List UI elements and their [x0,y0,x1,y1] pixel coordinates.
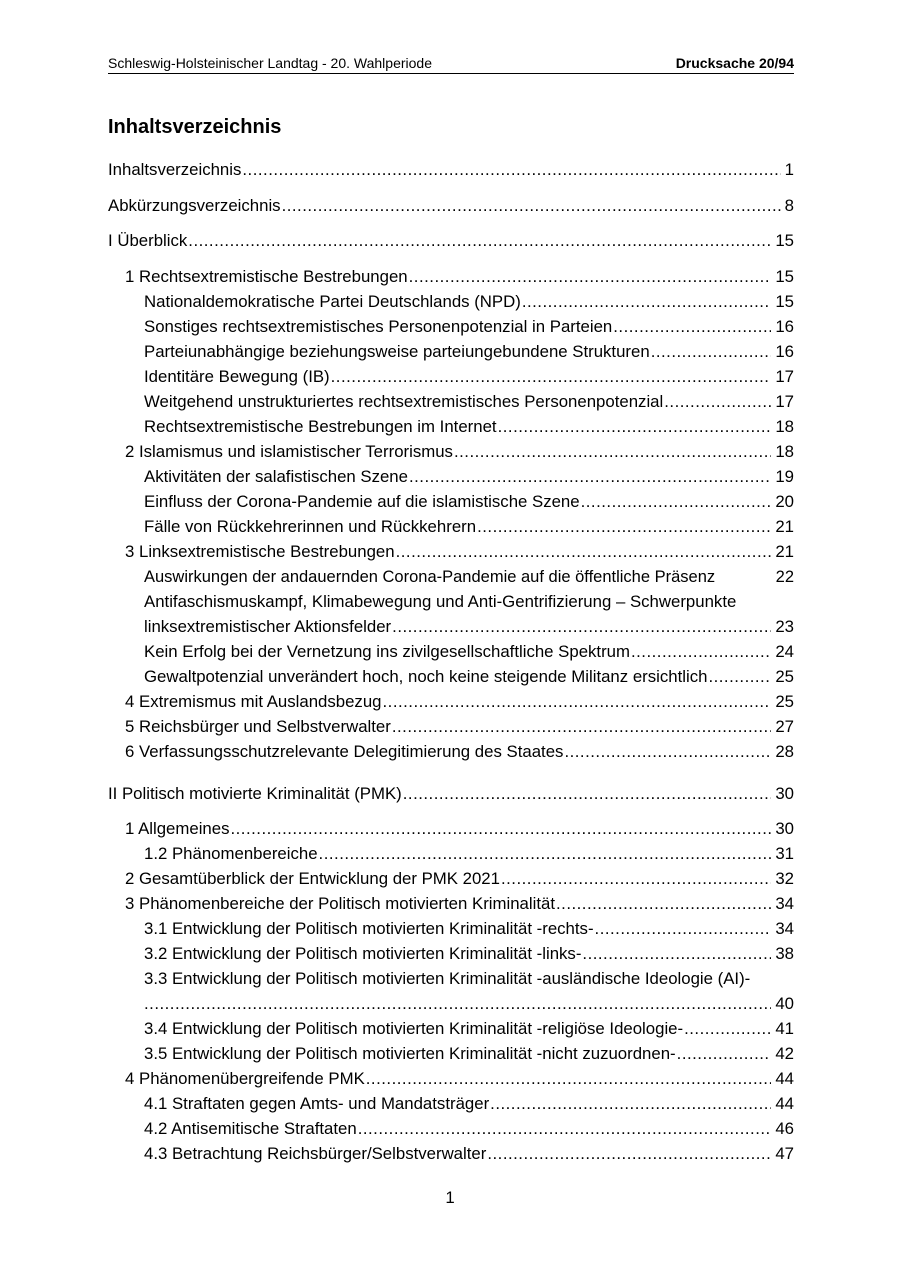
toc-entry[interactable] [144,1143,794,1165]
toc-entry[interactable] [144,391,794,413]
toc-entry-title: Antifaschismuskampf, Klimabewegung und Anti-Gentrifizierung – Schwerpunkte [144,592,737,611]
toc-entry-title: Sonstiges rechtsextremistisches Personenpotenzial in Parteien [144,317,613,336]
header-document-number: Drucksache 20/94 [675,55,794,71]
toc-entry-title: Auswirkungen der andauernden Corona-Pandemie auf die öffentliche Präsenz [144,568,716,586]
toc-entry-page: 20 [775,492,794,511]
toc-entry-title: 3.4 Entwicklung der Politisch motivierten Kriminalität -religiöse Ideologie- [144,1019,684,1038]
toc-entry[interactable] [144,1118,794,1140]
page-header [108,54,794,74]
toc-entry-page: 8 [784,196,794,215]
toc-entry-page: 44 [775,1094,794,1113]
toc-entry-title: 3 Linksextremistische Bestrebungen [125,542,395,561]
toc-entry-title: Fälle von Rückkehrerinnen und Rückkehrern [144,517,477,536]
toc-heading: Inhaltsverzeichnis [108,116,282,138]
toc-leader [396,541,772,563]
toc-entry-title: Kein Erfolg bei der Vernetzung ins zivilgesellschaftliche Spektrum [144,642,630,661]
toc-leader [581,491,772,513]
toc-entry-title: 1.2 Phänomenbereiche [144,844,318,863]
toc-leader [498,416,772,438]
toc-entry-page: 19 [775,467,794,486]
toc-entry[interactable] [144,1043,794,1065]
toc-entry[interactable] [144,566,794,588]
toc-leader [331,366,772,388]
toc-entry-title: Inhaltsverzeichnis [108,160,242,179]
toc-entry[interactable] [144,666,794,688]
toc-entry-page: 27 [775,717,794,736]
toc-leader [477,516,771,538]
toc-entry-page: 32 [775,869,794,888]
toc-entry[interactable] [125,741,794,763]
toc-entry-page: 34 [775,894,794,913]
toc-leader [188,230,771,252]
toc-entry-title: 6 Verfassungsschutzrelevante Delegitimierung des Staates [125,742,564,761]
toc-leader [358,1118,772,1140]
toc-leader [556,893,771,915]
toc-entry[interactable] [144,291,794,313]
toc-entry-title: Parteiunabhängige beziehungsweise parteiungebundene Strukturen [144,342,650,361]
toc-entry-title: II Politisch motivierte Kriminalität (PMK) [108,784,402,803]
toc-entry-title: 2 Gesamtüberblick der Entwicklung der PMK 2021 [125,869,500,888]
toc-entry-title-continued: linksextremistischer Aktionsfelder [144,617,392,636]
toc-entry[interactable] [144,1018,794,1040]
toc-entry[interactable] [125,893,794,915]
toc-leader [392,616,771,638]
toc-entry-title: 1 Allgemeines [125,819,230,838]
toc-leader [582,943,771,965]
toc-leader [522,291,772,313]
toc-entry-title: 4.1 Straftaten gegen Amts- und Mandatsträger [144,1094,490,1113]
toc-leader [403,783,772,805]
toc-entry[interactable] [144,316,794,338]
toc-entry-title: Weitgehend unstrukturiertes rechtsextremistisches Personenpotenzial [144,392,664,411]
toc-entry-title: 2 Islamismus und islamistischer Terrorismus [125,442,453,461]
toc-entry-title: 4 Extremismus mit Auslandsbezug [125,692,382,711]
toc-entry-title: 3.3 Entwicklung der Politisch motivierten Kriminalität -ausländische Ideologie (AI)- [144,969,751,988]
toc-entry[interactable] [144,968,794,1015]
toc-entry-title: Rechtsextremistische Bestrebungen im Internet [144,417,497,436]
toc-entry[interactable] [125,716,794,738]
toc-entry-title: Abkürzungsverzeichnis [108,196,281,215]
toc-entry-page: 25 [775,667,794,686]
toc-entry-page: 41 [775,1019,794,1038]
toc-entry[interactable] [144,641,794,663]
toc-leader [392,716,771,738]
toc-entry-page: 31 [775,844,794,863]
toc-entry-title: Nationaldemokratische Partei Deutschlands (NPD) [144,292,521,311]
toc-entry-title: 1 Rechtsextremistische Bestrebungen [125,267,408,286]
toc-entry[interactable] [144,491,794,513]
toc-entry-page: 30 [775,784,794,803]
toc-leader [684,1018,771,1040]
toc-entry-page: 18 [775,442,794,461]
toc-entry[interactable] [125,691,794,713]
toc-entry[interactable] [144,591,794,638]
toc-entry[interactable] [144,466,794,488]
toc-leader [490,1093,771,1115]
toc-leader [664,391,771,413]
toc-entry-page: 17 [775,367,794,386]
toc-leader [501,868,771,890]
toc-leader [319,843,772,865]
toc-entry-page: 17 [775,392,794,411]
toc-leader [487,1143,771,1165]
toc-entry-title: Aktivitäten der salafistischen Szene [144,467,408,486]
page-number: 1 [445,1188,455,1207]
toc-entry-page: 1 [784,160,794,179]
toc-entry-page: 28 [775,742,794,761]
toc-entry-page: 42 [775,1044,794,1063]
toc-entry[interactable] [144,341,794,363]
toc-entry-page: 16 [775,342,794,361]
toc-entry-page: 15 [775,231,794,250]
toc-leader [144,993,771,1015]
toc-entry-title: 3 Phänomenbereiche der Politisch motivierten Kriminalität [125,894,555,913]
toc-entry-title: I Überblick [108,231,188,250]
toc-entry-page: 23 [775,617,794,636]
toc-entry-title: 4 Phänomenübergreifende PMK [125,1069,365,1088]
toc-leader [677,1043,772,1065]
toc-entry[interactable] [125,868,794,890]
toc-entry-page: 24 [775,642,794,661]
toc-leader [564,741,771,763]
toc-entry[interactable] [144,366,794,388]
toc-entry[interactable] [125,441,794,463]
toc-entry-page: 15 [775,292,794,311]
toc-entry[interactable] [108,230,794,252]
toc-entry-title: 4.3 Betrachtung Reichsbürger/Selbstverwalter [144,1144,487,1163]
toc-entry-title: Gewaltpotenzial unverändert hoch, noch keine steigende Militanz ersichtlich [144,667,708,686]
toc-entry[interactable] [144,1093,794,1115]
toc-entry[interactable] [144,943,794,965]
toc-entry-title: 3.1 Entwicklung der Politisch motivierten Kriminalität -rechts- [144,919,594,938]
toc-leader [651,341,772,363]
toc-entry-page: 38 [775,944,794,963]
toc-entry-page: 30 [775,819,794,838]
toc-leader [409,266,772,288]
toc-entry-page: 21 [775,517,794,536]
toc-entry[interactable] [125,266,794,288]
toc-entry[interactable] [108,159,794,181]
toc-entry[interactable] [108,783,794,805]
toc-leader [230,818,771,840]
toc-entry-page: 40 [775,994,794,1013]
toc-entry-page: 18 [775,417,794,436]
toc-leader [282,195,781,217]
toc-entry[interactable] [125,541,794,563]
toc-leader [454,441,771,463]
toc-leader [409,466,771,488]
toc-entry-title: Einfluss der Corona-Pandemie auf die islamistische Szene [144,492,580,511]
toc-entry[interactable] [144,843,794,865]
toc-entry-page: 46 [775,1119,794,1138]
toc-entry-title: Identitäre Bewegung (IB) [144,367,330,386]
toc-leader [383,691,772,713]
toc-entry[interactable] [125,1068,794,1090]
toc-entry-page: 47 [775,1144,794,1163]
toc-leader [242,159,780,181]
toc-entry-page: 21 [775,542,794,561]
toc-leader [631,641,771,663]
toc-leader [366,1068,772,1090]
toc-entry-title: 5 Reichsbürger und Selbstverwalter [125,717,391,736]
toc-leader [595,918,772,940]
toc-entry[interactable] [144,918,794,940]
toc-entry-page: 44 [775,1069,794,1088]
toc-entry-page: 15 [775,267,794,286]
toc-leader [613,316,771,338]
toc-entry[interactable] [144,516,794,538]
toc-entry-page: 34 [775,919,794,938]
toc-entry[interactable] [144,416,794,438]
toc-entry-page: 22 [775,568,794,586]
toc-entry[interactable] [108,195,794,217]
toc-entry-title: 3.5 Entwicklung der Politisch motivierten Kriminalität -nicht zuzuordnen- [144,1044,676,1063]
toc-entry[interactable] [125,818,794,840]
header-title: Schleswig-Holsteinischer Landtag - 20. Wahlperiode [108,55,432,71]
toc-entry-title: 4.2 Antisemitische Straftaten [144,1119,357,1138]
toc-entry-title: 3.2 Entwicklung der Politisch motivierten Kriminalität -links- [144,944,582,963]
toc-entry-page: 16 [775,317,794,336]
toc-leader [708,666,771,688]
toc-entry-page: 25 [775,692,794,711]
